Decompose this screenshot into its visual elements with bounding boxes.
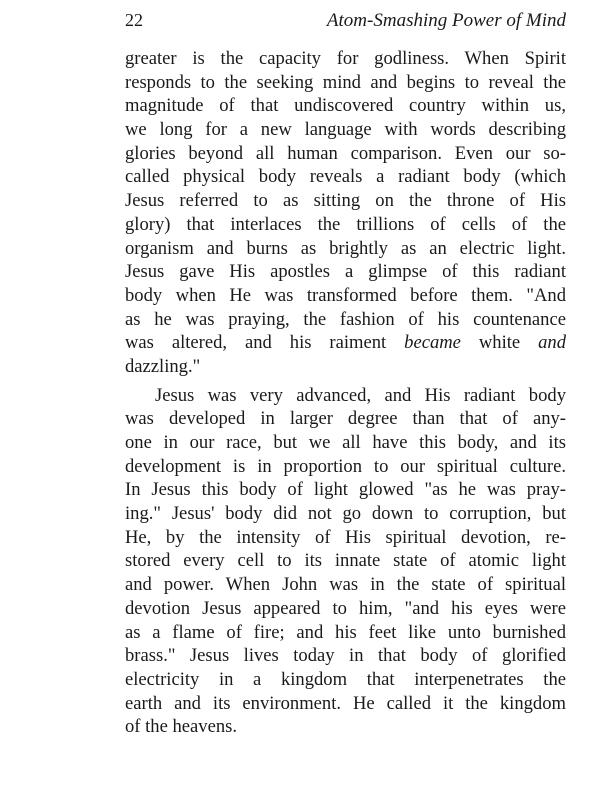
text-line: magnitude of that undiscovered country within us,: [125, 95, 566, 117]
text-line: body when He was transformed before them. "And: [125, 284, 566, 306]
text-line: as a flame of fire; and his feet like unto burnished: [125, 621, 566, 643]
text-line: He, by the intensity of His spiritual devotion, re-: [125, 526, 566, 548]
text-line: greater is the capacity for godliness. When Spirit: [125, 48, 566, 69]
page-number: 22: [125, 10, 143, 30]
text-line: electricity in a kingdom that interpenetrates the: [125, 668, 566, 690]
text-line: called physical body reveals a radiant body (which: [125, 166, 566, 188]
text-line: of the heavens.: [125, 716, 238, 738]
text-line: responds to the seeking mind and begins to reveal the: [125, 71, 566, 93]
text-line: devotion Jesus appeared to him, "and his eyes were: [125, 597, 566, 619]
text-line: Jesus was very advanced, and His radiant body: [155, 384, 566, 406]
text-line: In Jesus this body of light glowed "as he was pray-: [125, 479, 566, 501]
text-line: earth and its environment. He called it the kingdom: [125, 692, 566, 714]
paragraph-1: [125, 47, 566, 379]
text-line: and power. When John was in the state of spiritual: [125, 574, 566, 596]
body-text: [125, 47, 566, 739]
text-line: as he was praying, the fashion of his countenance: [125, 308, 566, 330]
running-title: Atom-Smashing Power of Mind: [326, 10, 566, 31]
text-line: organism and burns as brightly as an electric light.: [125, 237, 566, 259]
text-line: development is in proportion to our spiritual culture.: [125, 455, 566, 477]
text-line: Jesus referred to as sitting on the throne of His: [125, 190, 566, 212]
text-segment: was altered, and his raiment: [125, 332, 405, 354]
text-segment: white: [460, 332, 539, 354]
text-line: was developed in larger degree than that of any-: [125, 408, 566, 430]
text-line: brass." Jesus lives today in that body of glorified: [125, 645, 566, 667]
text-line: one in our race, but we all have this body, and its: [125, 432, 566, 453]
text-line: stored every cell to its innate state of atomic light: [125, 550, 566, 572]
text-line: Jesus gave His apostles a glimpse of this radiant: [125, 261, 566, 283]
text-line: glory) that interlaces the trillions of cells of the: [125, 213, 566, 235]
italic-word: and: [538, 332, 566, 354]
text-line: [125, 331, 566, 355]
italic-word: became: [404, 332, 461, 354]
text-line: ing." Jesus' body did not go down to corruption, but: [125, 503, 566, 525]
running-header: [125, 10, 566, 36]
paragraph-2: [125, 384, 566, 739]
text-line: we long for a new language with words describing: [125, 119, 566, 141]
text-line: glories beyond all human comparison. Even our so-: [125, 142, 566, 164]
text-line: dazzling.": [125, 355, 201, 377]
